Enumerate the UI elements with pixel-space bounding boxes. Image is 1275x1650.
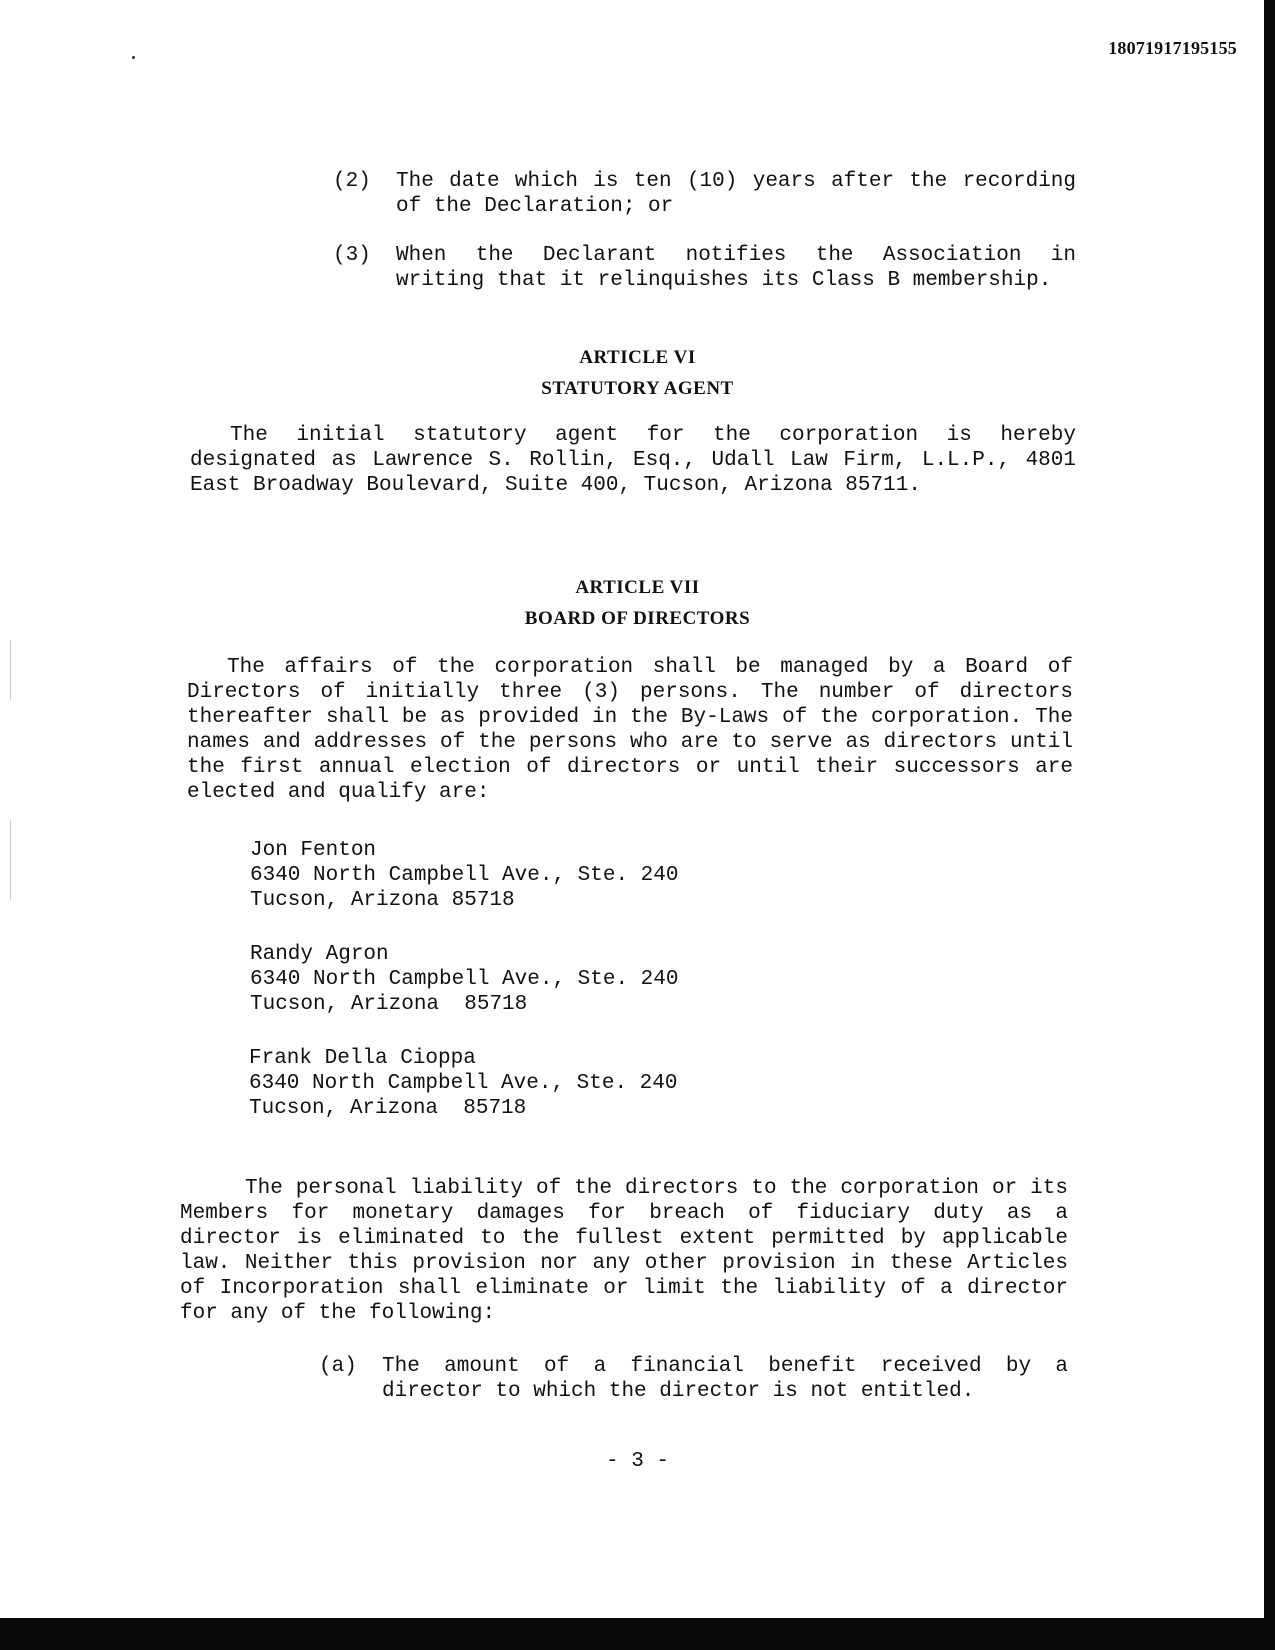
director-street: 6340 North Campbell Ave., Ste. 240	[250, 968, 679, 991]
director-street: 6340 North Campbell Ave., Ste. 240	[250, 864, 679, 887]
director-address-block	[250, 942, 678, 1017]
article-subheading: STATUTORY AGENT	[541, 378, 734, 399]
list-item-number: (a)	[319, 1355, 357, 1378]
article-heading: ARTICLE VII	[575, 577, 700, 598]
page-number: - 3 -	[605, 1450, 669, 1473]
scan-artifact-line	[10, 820, 11, 900]
director-name: Jon Fenton	[250, 839, 377, 862]
director-street: 6340 North Campbell Ave., Ste. 240	[249, 1072, 678, 1095]
article-heading: ARTICLE VI	[579, 347, 696, 368]
list-item-text: When the Declarant notifies the Association in writing that it relinquishes its Class B membership.	[396, 244, 1076, 292]
director-address-block	[250, 838, 678, 913]
director-city: Tucson, Arizona 85718	[250, 993, 528, 1016]
article-subheading: BOARD OF DIRECTORS	[524, 608, 751, 629]
director-name: Frank Della Cioppa	[249, 1047, 476, 1070]
list-item-text: The amount of a financial benefit received by a director to which the director is not entitled.	[382, 1355, 1068, 1403]
scan-border-right	[1264, 0, 1275, 1650]
director-liability-paragraph: The personal liability of the directors to the corporation or its Members for monetary damages for breach of fiduciary duty as a director is eliminated to the fullest extent permitted by applicable law. Neither this provision nor any other provision in these Articles of Incorporation shall eliminate or limit the liability of a director for any of the following:	[180, 1177, 1068, 1325]
director-city: Tucson, Arizona 85718	[250, 889, 515, 912]
list-item-number: (2)	[333, 170, 371, 193]
document-id: 18071917195155	[1108, 38, 1237, 58]
scan-speck	[132, 56, 135, 59]
director-address-block	[249, 1046, 677, 1121]
statutory-agent-paragraph: The initial statutory agent for the corporation is hereby designated as Lawrence S. Rollin, Esq., Udall Law Firm, L.L.P., 4801 East Broadway Boulevard, Suite 400, Tucson, Arizona 85711.	[190, 424, 1076, 497]
list-item-number: (3)	[333, 244, 371, 267]
list-item-text: The date which is ten (10) years after the recording of the Declaration; or	[396, 170, 1076, 218]
scan-border-bottom	[0, 1618, 1275, 1650]
scan-artifact-line	[10, 640, 11, 700]
director-name: Randy Agron	[250, 943, 389, 966]
board-of-directors-paragraph: The affairs of the corporation shall be managed by a Board of Directors of initially three (3) persons. The number of directors thereafter shall be as provided in the By-Laws of the corporation. The names and addresses of the persons who are to serve as directors until the first annual election of directors or until their successors are elected and qualify are:	[187, 656, 1073, 804]
director-city: Tucson, Arizona 85718	[249, 1097, 527, 1120]
